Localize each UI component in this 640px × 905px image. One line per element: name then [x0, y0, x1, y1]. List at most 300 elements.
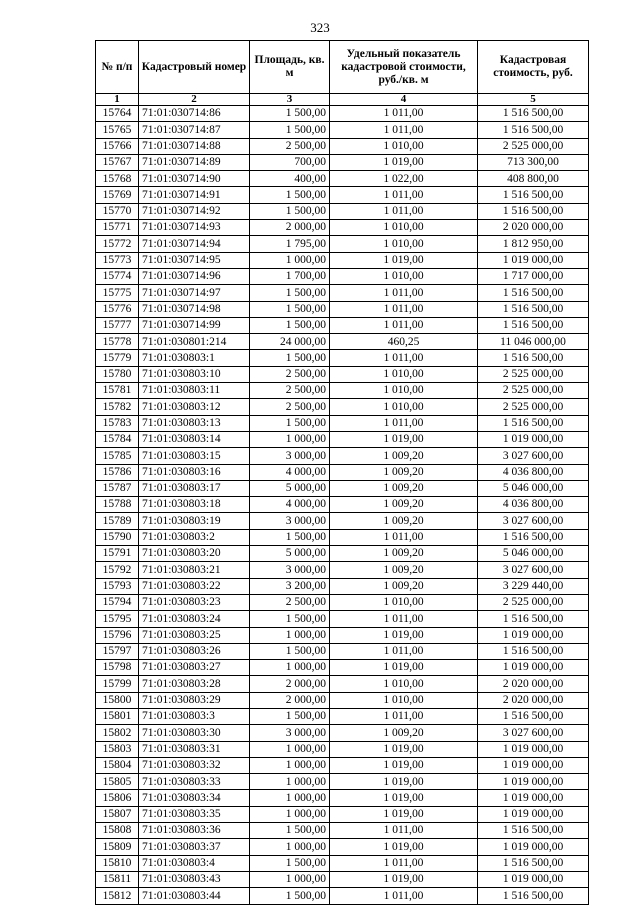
cadastral-number-cell: 71:01:030714:93 [139, 220, 250, 236]
cadastral-number-cell: 71:01:030803:27 [139, 660, 250, 676]
unit-value-cell: 1 009,20 [330, 546, 478, 562]
area-cell: 24 000,00 [250, 334, 330, 350]
table-row [96, 464, 589, 480]
table-row [96, 187, 589, 203]
unit-value-cell: 1 019,00 [330, 757, 478, 773]
cadastral-number-cell: 71:01:030714:99 [139, 317, 250, 333]
cadastral-value-cell: 1 516 500,00 [478, 301, 589, 317]
unit-value-cell: 1 011,00 [330, 317, 478, 333]
table-row [96, 529, 589, 545]
cadastral-value-cell: 2 525 000,00 [478, 594, 589, 610]
cadastral-number-cell: 71:01:030714:95 [139, 252, 250, 268]
area-cell: 5 000,00 [250, 546, 330, 562]
cadastral-number-cell: 71:01:030803:15 [139, 448, 250, 464]
cadastral-value-cell: 3 229 440,00 [478, 578, 589, 594]
cadastral-value-cell: 2 020 000,00 [478, 676, 589, 692]
cadastral-value-cell: 1 516 500,00 [478, 643, 589, 659]
cadastral-value-cell: 1 019 000,00 [478, 660, 589, 676]
unit-value-cell: 1 011,00 [330, 708, 478, 724]
area-cell: 2 500,00 [250, 594, 330, 610]
row-number-cell: 15809 [96, 839, 139, 855]
unit-value-cell: 1 010,00 [330, 676, 478, 692]
unit-value-cell: 1 009,20 [330, 562, 478, 578]
row-number-cell: 15779 [96, 350, 139, 366]
cadastral-number-cell: 71:01:030714:88 [139, 138, 250, 154]
table-row [96, 317, 589, 333]
row-number-cell: 15772 [96, 236, 139, 252]
cadastral-value-cell: 1 019 000,00 [478, 627, 589, 643]
row-number-cell: 15789 [96, 513, 139, 529]
cadastral-number-cell: 71:01:030803:16 [139, 464, 250, 480]
table-row [96, 611, 589, 627]
header-unit-value: Удельный показатель кадастровой стоимости, руб./кв. м [330, 41, 478, 94]
cadastral-number-cell: 71:01:030803:17 [139, 480, 250, 496]
table-row [96, 855, 589, 871]
row-number-cell: 15792 [96, 562, 139, 578]
cadastral-number-cell: 71:01:030803:28 [139, 676, 250, 692]
cadastral-value-cell: 1 019 000,00 [478, 806, 589, 822]
table-row [96, 839, 589, 855]
table-row [96, 268, 589, 284]
area-cell: 1 500,00 [250, 106, 330, 122]
table-row [96, 741, 589, 757]
unit-value-cell: 1 011,00 [330, 187, 478, 203]
table-row [96, 138, 589, 154]
cadastral-value-cell: 1 516 500,00 [478, 285, 589, 301]
cadastral-number-cell: 71:01:030803:20 [139, 546, 250, 562]
row-number-cell: 15801 [96, 708, 139, 724]
row-number-cell: 15774 [96, 268, 139, 284]
unit-value-cell: 1 010,00 [330, 366, 478, 382]
row-number-cell: 15773 [96, 252, 139, 268]
cadastral-number-cell: 71:01:030714:89 [139, 154, 250, 170]
area-cell: 4 000,00 [250, 497, 330, 513]
cadastral-value-cell: 2 525 000,00 [478, 138, 589, 154]
unit-value-cell: 1 011,00 [330, 888, 478, 904]
unit-value-cell: 1 010,00 [330, 383, 478, 399]
row-number-cell: 15778 [96, 334, 139, 350]
cadastral-number-cell: 71:01:030803:31 [139, 741, 250, 757]
area-cell: 1 700,00 [250, 268, 330, 284]
cadastral-value-cell: 5 046 000,00 [478, 546, 589, 562]
row-number-cell: 15807 [96, 806, 139, 822]
unit-value-cell: 1 011,00 [330, 611, 478, 627]
row-number-cell: 15780 [96, 366, 139, 382]
cadastral-number-cell: 71:01:030803:23 [139, 594, 250, 610]
area-cell: 1 500,00 [250, 611, 330, 627]
area-cell: 1 000,00 [250, 757, 330, 773]
row-number-cell: 15796 [96, 627, 139, 643]
table-row [96, 366, 589, 382]
row-number-cell: 15783 [96, 415, 139, 431]
table-row [96, 578, 589, 594]
row-number-cell: 15768 [96, 171, 139, 187]
table-row [96, 643, 589, 659]
cadastral-value-cell: 1 516 500,00 [478, 350, 589, 366]
area-cell: 2 000,00 [250, 220, 330, 236]
unit-value-cell: 1 011,00 [330, 529, 478, 545]
cadastral-number-cell: 71:01:030714:97 [139, 285, 250, 301]
cadastral-number-cell: 71:01:030803:21 [139, 562, 250, 578]
cadastral-value-cell: 4 036 800,00 [478, 497, 589, 513]
column-index: 4 [330, 94, 478, 106]
table-row [96, 692, 589, 708]
unit-value-cell: 1 010,00 [330, 138, 478, 154]
unit-value-cell: 1 011,00 [330, 350, 478, 366]
area-cell: 1 500,00 [250, 350, 330, 366]
cadastral-value-cell: 1 019 000,00 [478, 871, 589, 887]
cadastral-value-cell: 1 516 500,00 [478, 529, 589, 545]
cadastral-number-cell: 71:01:030803:10 [139, 366, 250, 382]
area-cell: 5 000,00 [250, 480, 330, 496]
unit-value-cell: 1 011,00 [330, 643, 478, 659]
area-cell: 1 000,00 [250, 252, 330, 268]
cadastral-number-cell: 71:01:030714:87 [139, 122, 250, 138]
cadastral-number-cell: 71:01:030803:11 [139, 383, 250, 399]
cadastral-number-cell: 71:01:030803:2 [139, 529, 250, 545]
unit-value-cell: 1 010,00 [330, 268, 478, 284]
row-number-cell: 15784 [96, 431, 139, 447]
table-row [96, 106, 589, 122]
area-cell: 1 000,00 [250, 660, 330, 676]
cadastral-value-cell: 1 516 500,00 [478, 415, 589, 431]
unit-value-cell: 1 010,00 [330, 594, 478, 610]
area-cell: 1 500,00 [250, 122, 330, 138]
table-row [96, 285, 589, 301]
table-row [96, 415, 589, 431]
row-number-cell: 15782 [96, 399, 139, 415]
cadastral-number-cell: 71:01:030803:25 [139, 627, 250, 643]
row-number-cell: 15765 [96, 122, 139, 138]
cadastral-value-cell: 713 300,00 [478, 154, 589, 170]
cadastral-value-cell: 11 046 000,00 [478, 334, 589, 350]
cadastral-value-cell: 1 019 000,00 [478, 774, 589, 790]
area-cell: 2 500,00 [250, 138, 330, 154]
unit-value-cell: 1 011,00 [330, 203, 478, 219]
row-number-cell: 15785 [96, 448, 139, 464]
cadastral-number-cell: 71:01:030803:34 [139, 790, 250, 806]
table-row [96, 252, 589, 268]
row-number-cell: 15769 [96, 187, 139, 203]
unit-value-cell: 1 009,20 [330, 448, 478, 464]
header-cadastral-number: Кадастровый номер [139, 41, 250, 94]
row-number-cell: 15776 [96, 301, 139, 317]
column-index-row [96, 94, 589, 106]
area-cell: 1 000,00 [250, 741, 330, 757]
unit-value-cell: 1 010,00 [330, 399, 478, 415]
table-row [96, 431, 589, 447]
unit-value-cell: 1 022,00 [330, 171, 478, 187]
cadastral-number-cell: 71:01:030803:37 [139, 839, 250, 855]
area-cell: 1 500,00 [250, 643, 330, 659]
cadastral-value-cell: 1 516 500,00 [478, 708, 589, 724]
area-cell: 1 000,00 [250, 431, 330, 447]
unit-value-cell: 1 019,00 [330, 790, 478, 806]
area-cell: 1 500,00 [250, 301, 330, 317]
unit-value-cell: 1 019,00 [330, 154, 478, 170]
cadastral-value-cell: 3 027 600,00 [478, 513, 589, 529]
table-row [96, 203, 589, 219]
row-number-cell: 15795 [96, 611, 139, 627]
row-number-cell: 15775 [96, 285, 139, 301]
area-cell: 400,00 [250, 171, 330, 187]
table-body [96, 106, 589, 905]
unit-value-cell: 460,25 [330, 334, 478, 350]
cadastral-number-cell: 71:01:030803:33 [139, 774, 250, 790]
cadastral-number-cell: 71:01:030803:12 [139, 399, 250, 415]
area-cell: 1 500,00 [250, 415, 330, 431]
unit-value-cell: 1 009,20 [330, 497, 478, 513]
row-number-cell: 15790 [96, 529, 139, 545]
cadastral-value-cell: 2 525 000,00 [478, 366, 589, 382]
unit-value-cell: 1 011,00 [330, 855, 478, 871]
area-cell: 4 000,00 [250, 464, 330, 480]
area-cell: 1 500,00 [250, 285, 330, 301]
unit-value-cell: 1 011,00 [330, 301, 478, 317]
cadastral-value-cell: 4 036 800,00 [478, 464, 589, 480]
unit-value-cell: 1 009,20 [330, 480, 478, 496]
unit-value-cell: 1 011,00 [330, 415, 478, 431]
unit-value-cell: 1 019,00 [330, 871, 478, 887]
cadastral-number-cell: 71:01:030714:90 [139, 171, 250, 187]
area-cell: 700,00 [250, 154, 330, 170]
column-index: 1 [96, 94, 139, 106]
cadastral-value-cell: 1 516 500,00 [478, 888, 589, 904]
cadastral-number-cell: 71:01:030803:44 [139, 888, 250, 904]
table-row [96, 334, 589, 350]
cadastral-number-cell: 71:01:030803:32 [139, 757, 250, 773]
area-cell: 1 000,00 [250, 774, 330, 790]
unit-value-cell: 1 019,00 [330, 806, 478, 822]
cadastral-number-cell: 71:01:030803:29 [139, 692, 250, 708]
cadastral-number-cell: 71:01:030803:1 [139, 350, 250, 366]
cadastral-value-cell: 3 027 600,00 [478, 562, 589, 578]
row-number-cell: 15777 [96, 317, 139, 333]
unit-value-cell: 1 010,00 [330, 692, 478, 708]
row-number-cell: 15793 [96, 578, 139, 594]
cadastral-number-cell: 71:01:030714:92 [139, 203, 250, 219]
row-number-cell: 15787 [96, 480, 139, 496]
unit-value-cell: 1 019,00 [330, 774, 478, 790]
cadastral-number-cell: 71:01:030803:3 [139, 708, 250, 724]
cadastral-value-cell: 2 525 000,00 [478, 383, 589, 399]
area-cell: 2 000,00 [250, 692, 330, 708]
cadastral-value-cell: 2 020 000,00 [478, 220, 589, 236]
table-row [96, 171, 589, 187]
cadastral-value-cell: 1 516 500,00 [478, 122, 589, 138]
table-row [96, 497, 589, 513]
unit-value-cell: 1 010,00 [330, 220, 478, 236]
unit-value-cell: 1 009,20 [330, 725, 478, 741]
cadastral-number-cell: 71:01:030803:22 [139, 578, 250, 594]
cadastral-value-cell: 1 812 950,00 [478, 236, 589, 252]
area-cell: 3 000,00 [250, 448, 330, 464]
table-row [96, 546, 589, 562]
cadastral-value-cell: 1 717 000,00 [478, 268, 589, 284]
table-row [96, 806, 589, 822]
unit-value-cell: 1 019,00 [330, 839, 478, 855]
cadastral-number-cell: 71:01:030714:94 [139, 236, 250, 252]
cadastral-number-cell: 71:01:030803:18 [139, 497, 250, 513]
area-cell: 1 500,00 [250, 187, 330, 203]
table-row [96, 823, 589, 839]
unit-value-cell: 1 009,20 [330, 464, 478, 480]
area-cell: 1 500,00 [250, 888, 330, 904]
row-number-cell: 15798 [96, 660, 139, 676]
table-row [96, 774, 589, 790]
row-number-cell: 15812 [96, 888, 139, 904]
cadastral-number-cell: 71:01:030803:14 [139, 431, 250, 447]
table-row [96, 383, 589, 399]
unit-value-cell: 1 019,00 [330, 252, 478, 268]
row-number-cell: 15794 [96, 594, 139, 610]
table-row [96, 350, 589, 366]
cadastral-value-cell: 1 516 500,00 [478, 203, 589, 219]
header-row-number: № п/п [96, 41, 139, 94]
unit-value-cell: 1 010,00 [330, 236, 478, 252]
unit-value-cell: 1 011,00 [330, 122, 478, 138]
row-number-cell: 15788 [96, 497, 139, 513]
cadastral-value-cell: 1 019 000,00 [478, 252, 589, 268]
unit-value-cell: 1 019,00 [330, 741, 478, 757]
table-row [96, 122, 589, 138]
cadastral-value-cell: 1 019 000,00 [478, 757, 589, 773]
area-cell: 1 000,00 [250, 790, 330, 806]
header-row [96, 41, 589, 94]
column-index: 3 [250, 94, 330, 106]
area-cell: 3 000,00 [250, 562, 330, 578]
unit-value-cell: 1 019,00 [330, 627, 478, 643]
cadastral-number-cell: 71:01:030714:86 [139, 106, 250, 122]
cadastral-number-cell: 71:01:030803:43 [139, 871, 250, 887]
area-cell: 1 500,00 [250, 855, 330, 871]
cadastral-number-cell: 71:01:030803:26 [139, 643, 250, 659]
area-cell: 1 000,00 [250, 871, 330, 887]
cadastral-value-cell: 1 516 500,00 [478, 187, 589, 203]
area-cell: 1 500,00 [250, 203, 330, 219]
table-row [96, 220, 589, 236]
row-number-cell: 15764 [96, 106, 139, 122]
cadastral-number-cell: 71:01:030803:36 [139, 823, 250, 839]
row-number-cell: 15799 [96, 676, 139, 692]
cadastral-number-cell: 71:01:030714:96 [139, 268, 250, 284]
unit-value-cell: 1 009,20 [330, 578, 478, 594]
cadastral-value-cell: 1 019 000,00 [478, 431, 589, 447]
row-number-cell: 15786 [96, 464, 139, 480]
row-number-cell: 15781 [96, 383, 139, 399]
cadastral-number-cell: 71:01:030803:4 [139, 855, 250, 871]
cadastral-value-cell: 2 020 000,00 [478, 692, 589, 708]
table-row [96, 871, 589, 887]
cadastral-number-cell: 71:01:030803:30 [139, 725, 250, 741]
table-row [96, 676, 589, 692]
cadastral-number-cell: 71:01:030801:214 [139, 334, 250, 350]
unit-value-cell: 1 011,00 [330, 285, 478, 301]
table-row [96, 236, 589, 252]
cadastral-value-cell: 5 046 000,00 [478, 480, 589, 496]
table-row [96, 448, 589, 464]
cadastral-value-cell: 1 019 000,00 [478, 790, 589, 806]
row-number-cell: 15767 [96, 154, 139, 170]
row-number-cell: 15797 [96, 643, 139, 659]
cadastral-number-cell: 71:01:030803:19 [139, 513, 250, 529]
cadastral-value-cell: 3 027 600,00 [478, 448, 589, 464]
row-number-cell: 15766 [96, 138, 139, 154]
unit-value-cell: 1 011,00 [330, 823, 478, 839]
header-area: Площадь, кв. м [250, 41, 330, 94]
area-cell: 2 500,00 [250, 383, 330, 399]
cadastral-number-cell: 71:01:030714:91 [139, 187, 250, 203]
table-row [96, 154, 589, 170]
area-cell: 3 000,00 [250, 513, 330, 529]
unit-value-cell: 1 019,00 [330, 431, 478, 447]
area-cell: 1 795,00 [250, 236, 330, 252]
cadastral-value-cell: 1 516 500,00 [478, 317, 589, 333]
row-number-cell: 15810 [96, 855, 139, 871]
table-row [96, 725, 589, 741]
table-row [96, 888, 589, 904]
row-number-cell: 15805 [96, 774, 139, 790]
area-cell: 1 000,00 [250, 627, 330, 643]
area-cell: 1 500,00 [250, 823, 330, 839]
cadastral-number-cell: 71:01:030803:24 [139, 611, 250, 627]
cadastral-number-cell: 71:01:030803:35 [139, 806, 250, 822]
row-number-cell: 15806 [96, 790, 139, 806]
cadastral-value-cell: 1 516 500,00 [478, 106, 589, 122]
cadastral-value-cell: 1 516 500,00 [478, 823, 589, 839]
row-number-cell: 15808 [96, 823, 139, 839]
column-index: 2 [139, 94, 250, 106]
column-index: 5 [478, 94, 589, 106]
header-cadastral-value: Кадастровая стоимость, руб. [478, 41, 589, 94]
cadastral-value-cell: 2 525 000,00 [478, 399, 589, 415]
table-row [96, 627, 589, 643]
row-number-cell: 15771 [96, 220, 139, 236]
cadastral-value-cell: 1 516 500,00 [478, 855, 589, 871]
cadastral-value-cell: 1 019 000,00 [478, 741, 589, 757]
area-cell: 2 000,00 [250, 676, 330, 692]
table-row [96, 399, 589, 415]
table-row [96, 301, 589, 317]
area-cell: 2 500,00 [250, 366, 330, 382]
area-cell: 1 000,00 [250, 806, 330, 822]
area-cell: 1 500,00 [250, 317, 330, 333]
cadastral-value-cell: 3 027 600,00 [478, 725, 589, 741]
row-number-cell: 15770 [96, 203, 139, 219]
cadastral-number-cell: 71:01:030803:13 [139, 415, 250, 431]
row-number-cell: 15803 [96, 741, 139, 757]
cadastral-value-cell: 1 516 500,00 [478, 611, 589, 627]
area-cell: 3 000,00 [250, 725, 330, 741]
row-number-cell: 15791 [96, 546, 139, 562]
area-cell: 1 000,00 [250, 839, 330, 855]
table-row [96, 513, 589, 529]
table-row [96, 480, 589, 496]
table-row [96, 660, 589, 676]
area-cell: 1 500,00 [250, 708, 330, 724]
unit-value-cell: 1 019,00 [330, 660, 478, 676]
area-cell: 2 500,00 [250, 399, 330, 415]
table-row [96, 562, 589, 578]
row-number-cell: 15804 [96, 757, 139, 773]
cadastral-value-cell: 408 800,00 [478, 171, 589, 187]
table-row [96, 757, 589, 773]
unit-value-cell: 1 011,00 [330, 106, 478, 122]
cadastral-value-cell: 1 019 000,00 [478, 839, 589, 855]
table-row [96, 708, 589, 724]
row-number-cell: 15800 [96, 692, 139, 708]
area-cell: 3 200,00 [250, 578, 330, 594]
